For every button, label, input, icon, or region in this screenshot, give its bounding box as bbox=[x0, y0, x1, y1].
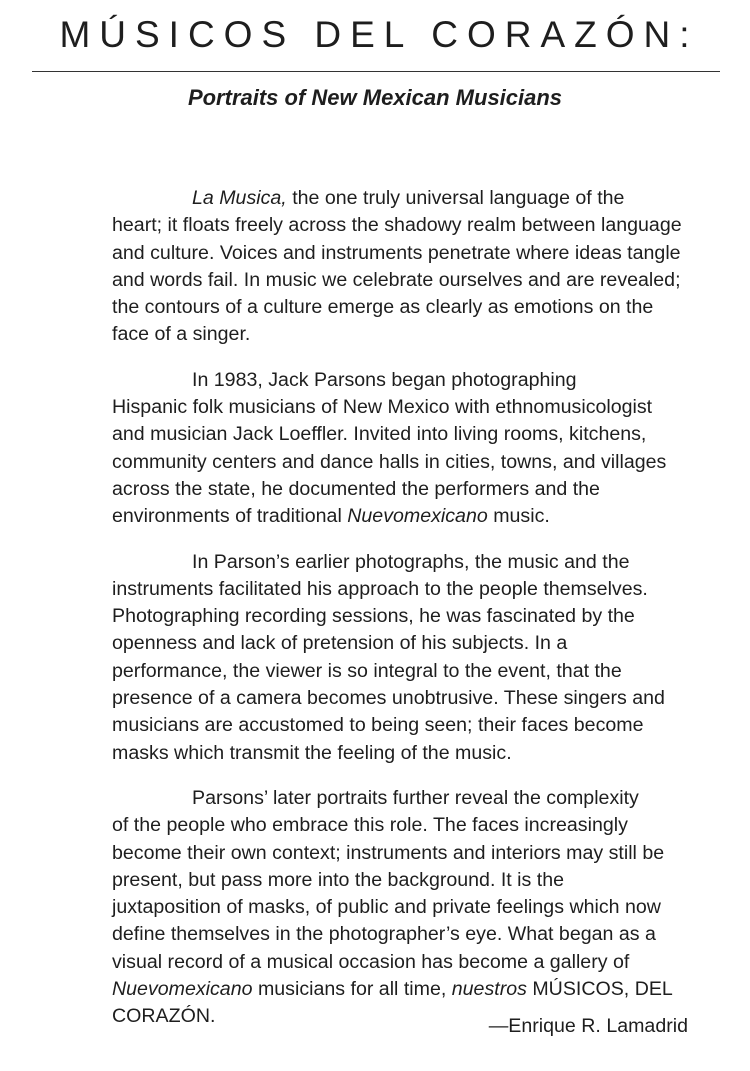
text-line bbox=[112, 658, 712, 685]
text-segment: environments of traditional bbox=[112, 505, 348, 528]
text-segment: In Parson’s earlier photographs, the music and the bbox=[192, 550, 630, 573]
text-line bbox=[112, 603, 712, 630]
text-line bbox=[112, 685, 712, 712]
essay-paragraph bbox=[112, 185, 712, 349]
text-line bbox=[112, 503, 712, 530]
essay-body bbox=[112, 185, 712, 1049]
text-segment: MÚSICOS, DEL bbox=[526, 978, 673, 1001]
text-line bbox=[112, 740, 712, 767]
text-segment: instruments facilitated his approach to the people themselves. bbox=[112, 577, 648, 600]
text-segment: musicians for all time, bbox=[252, 978, 452, 1001]
text-line bbox=[112, 840, 712, 867]
text-line bbox=[112, 785, 712, 812]
text-segment: and culture. Voices and instruments penetrate where ideas tangle bbox=[112, 241, 681, 264]
text-line bbox=[112, 976, 712, 1003]
text-segment: masks which transmit the feeling of the music. bbox=[112, 741, 512, 764]
text-segment: and musician Jack Loeffler. Invited into living rooms, kitchens, bbox=[112, 423, 647, 446]
text-segment: CORAZÓN. bbox=[112, 1005, 216, 1028]
text-segment: define themselves in the photographer’s eye. What began as a bbox=[112, 923, 656, 946]
text-line bbox=[112, 367, 712, 394]
title-divider bbox=[32, 71, 720, 72]
text-segment: the contours of a culture emerge as clearly as emotions on the bbox=[112, 296, 654, 319]
text-line bbox=[112, 630, 712, 657]
essay-paragraph bbox=[112, 367, 712, 531]
text-segment: become their own context; instruments and interiors may still be bbox=[112, 841, 665, 864]
text-segment: Photographing recording sessions, he was fascinated by the bbox=[112, 605, 635, 628]
text-segment: Parsons’ later portraits further reveal the complexity bbox=[192, 786, 639, 809]
italic-text: Nuevomexicano bbox=[347, 505, 488, 528]
text-line bbox=[112, 949, 712, 976]
text-line bbox=[112, 921, 712, 948]
document-subtitle: Portraits of New Mexican Musicians bbox=[187, 85, 563, 110]
text-line bbox=[112, 267, 712, 294]
text-line bbox=[112, 240, 712, 267]
text-segment: of the people who embrace this role. The faces increasingly bbox=[112, 814, 628, 837]
text-segment: presence of a camera becomes unobtrusive. These singers and bbox=[112, 687, 665, 710]
italic-text: Nuevomexicano bbox=[112, 978, 253, 1001]
text-segment: present, but pass more into the background. It is the bbox=[112, 868, 565, 891]
text-segment: face of a singer. bbox=[112, 323, 251, 346]
essay-paragraph bbox=[112, 785, 712, 1031]
text-line bbox=[112, 576, 712, 603]
text-segment: Hispanic folk musicians of New Mexico with ethnomusicologist bbox=[112, 396, 653, 419]
text-line bbox=[112, 212, 712, 239]
text-segment: heart; it floats freely across the shadowy realm between language bbox=[112, 214, 682, 237]
italic-text: nuestros bbox=[451, 978, 527, 1001]
text-line bbox=[112, 894, 712, 921]
text-segment: community centers and dance halls in cities, towns, and villages bbox=[112, 450, 667, 473]
text-segment: the one truly universal language of the bbox=[286, 187, 625, 209]
text-segment: visual record of a musical occasion has become a gallery of bbox=[112, 950, 630, 973]
text-line bbox=[112, 321, 712, 348]
text-segment: juxtaposition of masks, of public and private feelings which now bbox=[112, 896, 661, 919]
text-line bbox=[112, 421, 712, 448]
essay-paragraph bbox=[112, 549, 712, 767]
text-line bbox=[112, 185, 712, 212]
text-line bbox=[112, 394, 712, 421]
text-segment: music. bbox=[487, 505, 550, 528]
text-segment: musicians are accustomed to being seen; their faces become bbox=[112, 714, 644, 737]
text-line bbox=[112, 449, 712, 476]
text-segment: openness and lack of pretension of his subjects. In a bbox=[112, 632, 568, 655]
italic-text: La Musica, bbox=[192, 187, 287, 209]
text-segment: performance, the viewer is so integral to the event, that the bbox=[112, 659, 622, 682]
text-segment: across the state, he documented the performers and the bbox=[112, 477, 600, 500]
text-line bbox=[112, 294, 712, 321]
text-line bbox=[112, 812, 712, 839]
text-line bbox=[112, 476, 712, 503]
text-line bbox=[112, 549, 712, 576]
document-title: MÚSICOS DEL CORAZÓN: bbox=[59, 14, 699, 55]
text-segment: In 1983, Jack Parsons began photographing bbox=[192, 368, 577, 391]
text-line bbox=[112, 712, 712, 739]
text-line bbox=[112, 867, 712, 894]
text-segment: and words fail. In music we celebrate ourselves and are revealed; bbox=[112, 268, 681, 291]
author-signature: —Enrique R. Lamadrid bbox=[488, 1015, 688, 1037]
